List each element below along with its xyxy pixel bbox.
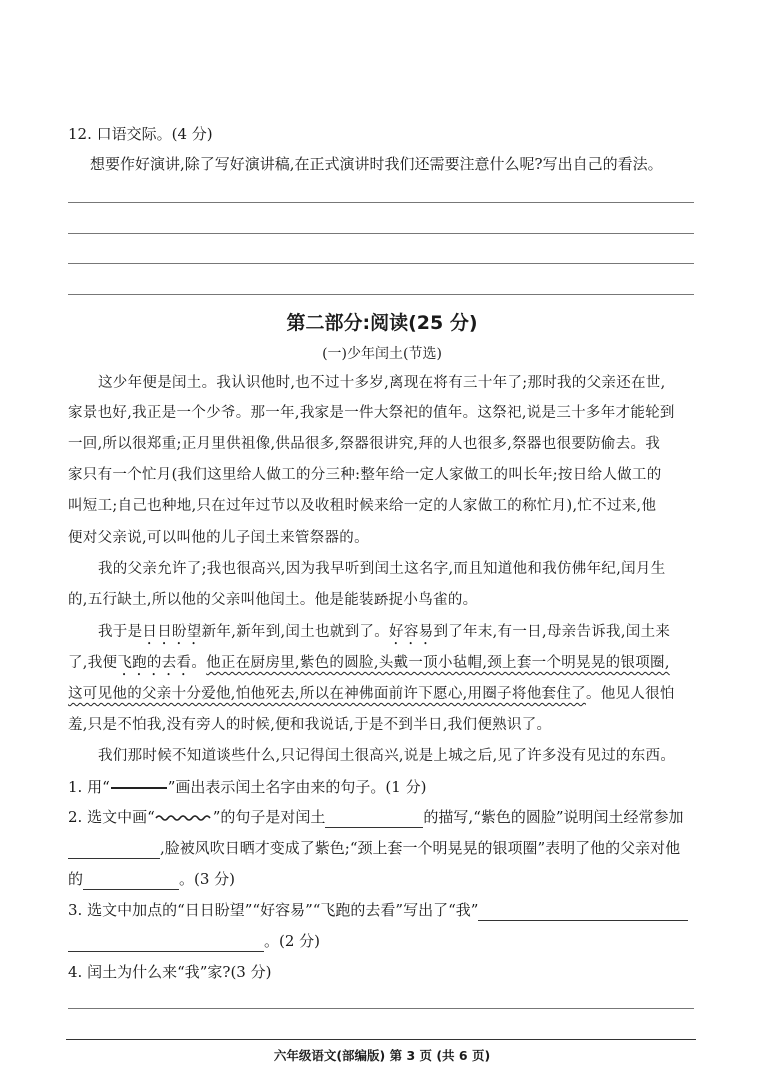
- dotted-phrase: 飞跑的去看: [117, 655, 192, 671]
- footer-divider: [66, 1039, 696, 1040]
- text-run: 的描写,“紫色的圆脸”说明闰土经常参加: [423, 808, 684, 826]
- question-2-line-3: [68, 868, 235, 890]
- passage-line: [68, 683, 675, 705]
- passage-line: 我的父亲允许了;我也很高兴,因为我早听到闰土这名字,而且知道他和我仿佛年纪,闰月生: [98, 561, 666, 577]
- q12-prompt: 想要作好演讲,除了写好演讲稿,在正式演讲时我们还需要注意什么呢?写出自己的看法。: [90, 155, 663, 173]
- question-3: [68, 899, 688, 921]
- text-run: 了,我便: [68, 655, 118, 671]
- text-run: 。他见人很怕: [585, 686, 675, 702]
- passage-line: 我们那时候不知道谈些什么,只记得闰土很高兴,说是上城之后,见了许多没有见过的东西。: [98, 748, 676, 764]
- text-run: 。(2 分): [264, 932, 321, 950]
- question-4: 4. 闰土为什么来“我”家?(3 分): [68, 963, 272, 981]
- passage-line: 便对父亲说,可以叫他的儿子闰土来管祭器的。: [68, 530, 369, 546]
- passage-line: [68, 652, 670, 679]
- text-run: 1. 用“: [68, 778, 110, 796]
- answer-line[interactable]: [68, 294, 694, 295]
- question-1: [68, 776, 426, 798]
- text-run: 3. 选文中加点的“日日盼望”“好容易”“飞跑的去看”写出了“我”: [68, 901, 479, 919]
- text-run: 。(3 分): [179, 870, 236, 888]
- wavy-line-symbol: [155, 813, 213, 823]
- wavy-underlined-sentence: 这可见他的父亲十分爱他,怕他死去,所以在神佛面前许下愿心,用圈子将他套住了: [68, 686, 586, 702]
- text-run: 。: [191, 655, 207, 671]
- answer-blank[interactable]: [68, 842, 160, 859]
- answer-line[interactable]: [68, 202, 694, 203]
- text-run: 我于是: [98, 624, 143, 640]
- text-run: 的: [68, 870, 84, 888]
- passage-line: 家景也好,我正是一个少爷。那一年,我家是一件大祭祀的值年。这祭祀,说是三十多年才能轮到: [68, 405, 675, 421]
- answer-line[interactable]: [68, 233, 694, 234]
- text-run: 2. 选文中画“: [68, 808, 155, 826]
- question-3-line-2: [68, 930, 320, 952]
- straight-line-symbol: [111, 787, 167, 789]
- passage-line: 家只有一个忙月(我们这里给人做工的分三种:整年给一定人家做工的叫长年;按日给人做工的: [68, 467, 662, 483]
- answer-line[interactable]: [68, 1008, 694, 1009]
- passage-line: 的,五行缺土,所以他的父亲叫他闰土。他是能装𫏋捉小鸟雀的。: [68, 592, 478, 608]
- wavy-underlined-sentence: 他正在厨房里,紫色的圆脸,头戴一顶小毡帽,颈上套一个明晃晃的银项圈,: [206, 655, 670, 671]
- text-run: ”画出表示闰土名字由来的句子。(1 分): [167, 778, 427, 796]
- answer-blank[interactable]: [478, 904, 688, 921]
- text-run: ,脸被风吹日晒才变成了紫色;“颈上套一个明晃晃的银项圈”表明了他的父亲对他: [160, 839, 681, 857]
- dotted-phrase: 日日盼望: [142, 624, 202, 640]
- question-2-line-2: [68, 837, 680, 859]
- passage-line: 羞,只是不怕我,没有旁人的时候,便和我说话,于是不到半日,我们便熟识了。: [68, 717, 552, 733]
- passage-line: 叫短工;自己也种地,只在过年过节以及收租时候来给一定的人家做工的称忙月),忙不过来,他: [68, 498, 657, 514]
- passage-line: 这少年便是闰土。我认识他时,也不过十多岁,离现在将有三十年了;那时我的父亲还在世,: [98, 375, 666, 391]
- passage-title: (一)少年闰土(节选): [322, 346, 442, 362]
- text-run: 新年,新年到,闰土也就到了。: [201, 624, 390, 640]
- text-run: 到了年末,有一日,母亲告诉我,闰土来: [433, 624, 671, 640]
- answer-line[interactable]: [68, 263, 694, 264]
- answer-blank[interactable]: [83, 873, 179, 890]
- answer-blank[interactable]: [68, 935, 264, 952]
- answer-blank[interactable]: [325, 811, 423, 828]
- q12-title: 12. 口语交际。(4 分): [68, 125, 213, 143]
- text-run: ”的句子是对闰土: [212, 808, 326, 826]
- section-title: 第二部分:阅读(25 分): [286, 312, 478, 334]
- passage-line: [98, 621, 670, 648]
- question-2: [68, 806, 684, 828]
- passage-line: 一回,所以很郑重;正月里供祖像,供品很多,祭器很讲究,拜的人也很多,祭器也很要防偷去。我: [68, 436, 661, 452]
- page-footer: 六年级语文(部编版) 第 3 页 (共 6 页): [273, 1048, 491, 1063]
- dotted-phrase: 好容易: [389, 624, 434, 640]
